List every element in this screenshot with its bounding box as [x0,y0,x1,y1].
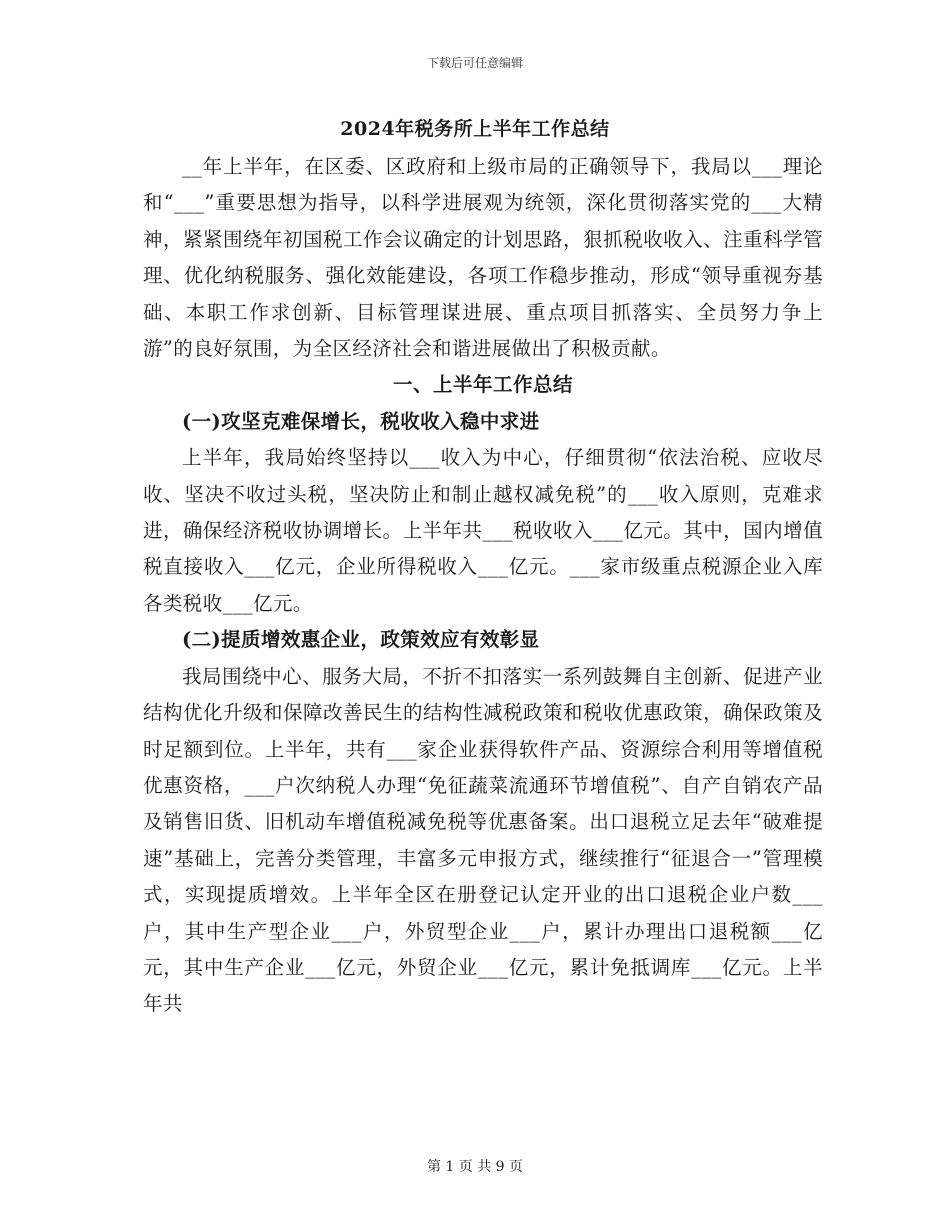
tax-revenue-paragraph: 上半年，我局始终坚持以___收入为中心，仔细贯彻“依法治税、应收尽收、坚决不收过头税，坚决防止和制止越权减免税”的___收入原则，克难求进，确保经济税收协调增长。上半年共___税收收入___亿元。其中，国内增值税直接收入___亿元，企业所得税收入___亿元。___家市级重点税源企业入库各类税收___亿元。 [143,446,823,615]
subsection-heading-tax-revenue: (一)攻坚克难保增长，税收收入稳中求进 [182,409,540,433]
policy-effect-paragraph: 我局围绕中心、服务大局，不折不扣落实一系列鼓舞自主创新、促进产业结构优化升级和保障改善民生的结构性减税政策和税收优惠政策，确保政策及时足额到位。上半年，共有___家企业获得软件产品、资源综合利用等增值税优惠资格，___户次纳税人办理“免征蔬菜流通环节增值税”、自产自销农产品及销售旧货、旧机动车增值税减免税等优惠备案。出口退税立足去年“破难提速”基础上，完善分类管理，丰富多元申报方式，继续推行“征退合一”管理模式，实现提质增效。上半年全区在册登记认定开业的出口退税企业户数___户，其中生产型企业___户，外贸型企业___户，累计办理出口退税额___亿元，其中生产企业___亿元，外贸企业___亿元，累计免抵调库___亿元。上半年共 [143,664,823,1016]
intro-paragraph: __年上半年，在区委、区政府和上级市局的正确领导下，我局以___理论和“___”重要思想为指导，以科学进展观为统领，深化贯彻落实党的___大精神，紧紧围绕年初国税工作会议确定的计划思路，狠抓税收收入、注重科学管理、优化纳税服务、强化效能建设，各项工作稳步推动，形成“领导重视夯基础、本职工作求创新、目标管理谋进展、重点项目抓落实、全员努力争上游”的良好氛围，为全区经济社会和谐进展做出了积极贡献。 [143,155,823,361]
section-heading-summary: 一、上半年工作总结 [392,373,573,397]
page-number: 第 1 页 共 9 页 [426,1159,524,1175]
header-note: 下载后可任意编辑 [426,56,523,70]
subsection-heading-policy-effect: (二)提质增效惠企业，政策效应有效彰显 [182,628,540,652]
document-title: 2024年税务所上半年工作总结 [340,118,610,140]
document-body [143,149,823,1023]
